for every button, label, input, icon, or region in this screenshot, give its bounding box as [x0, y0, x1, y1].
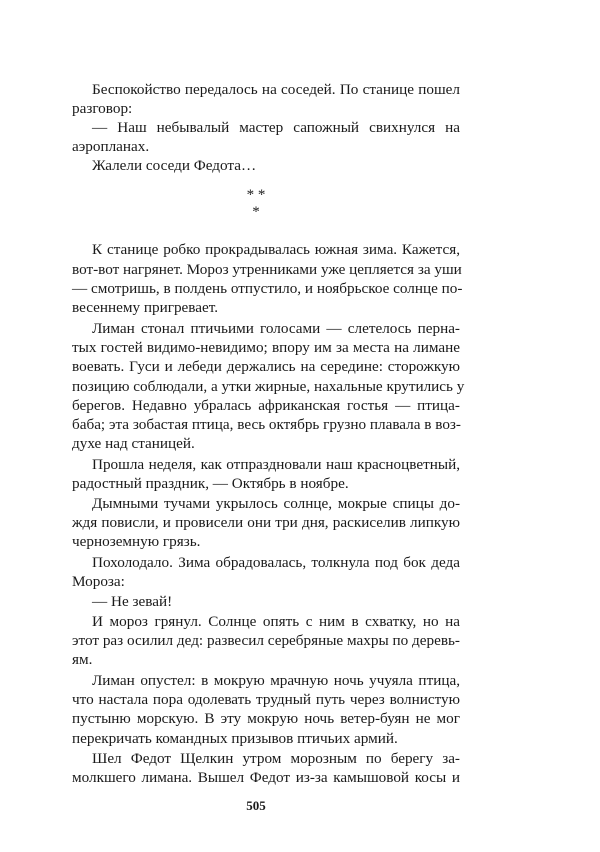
page-number: 505 — [246, 798, 266, 813]
text-line: — Наш небывалый мастер сапожный свихнулся на — [92, 119, 460, 136]
text-line: перекричать командных призывов птичьих армий. — [72, 730, 398, 747]
text-line: духе над станицей. — [72, 435, 195, 452]
text-line: — Не зевай! — [92, 593, 173, 610]
text-line: Шел Федот Щелкин утром морозным по берегу за- — [92, 750, 460, 767]
text-line: Прошла неделя, как отпраздновали наш красноцветный, — [92, 456, 460, 473]
text-line: воевать. Гуси и лебеди держались на середине: сторожкую — [72, 358, 460, 375]
text-line: пустыню морскую. В эту мокрую ночь ветер-буян не мог — [72, 710, 460, 727]
section-separator-star: * — [252, 204, 260, 220]
text-line: Дымными тучами укрылось солнце, мокрые спицы до- — [92, 495, 460, 512]
text-line: Лиман стонал птичьими голосами — слетелось перна- — [92, 320, 460, 337]
text-line: радостный праздник, — Октябрь в ноябре. — [72, 475, 349, 492]
text-line: берегов. Недавно убралась африканская гостья — птица- — [72, 397, 460, 414]
text-line: Жалели соседи Федота… — [92, 157, 257, 174]
text-line: ям. — [72, 651, 93, 668]
text-line: Мороза: — [72, 573, 125, 590]
text-line: Лиман опустел: в мокрую мрачную ночь учуяла птица, — [92, 672, 460, 689]
text-line: весеннему пригревает. — [72, 299, 219, 316]
text-line: разговор: — [72, 100, 133, 117]
text-line: ждя повисли, и провисели они три дня, раскиселив липкую — [72, 514, 460, 531]
text-line: — смотришь, в полдень отпустило, и ноябрьское солнце по- — [72, 280, 463, 297]
text-line: позицию соблюдали, а утки жирные, нахальные крутились у — [72, 378, 465, 395]
text-line: баба; эта зобастая птица, весь октябрь грузно плавала в воз- — [72, 416, 461, 433]
text-line: что настала пора одолевать трудный путь через волнистую — [72, 691, 460, 708]
text-line: Беспокойство передалось на соседей. По станице пошел — [92, 81, 460, 98]
text-line: аэропланах. — [72, 138, 150, 155]
text-line: И мороз грянул. Солнце опять с ним в схватку, но на — [92, 613, 460, 630]
text-line: Похолодало. Зима обрадовалась, толкнула под бок деда — [92, 554, 460, 571]
text-line: тых гостей видимо-невидимо; впору им за места на лимане — [72, 339, 460, 356]
text-line: черноземную грязь. — [72, 533, 201, 550]
text-line: К станице робко прокрадывалась южная зима. Кажется, — [92, 241, 460, 258]
section-separator-stars: * * — [246, 187, 266, 203]
text-line: молкшего лимана. Вышел Федот из-за камышовой косы и — [72, 769, 460, 786]
text-line: вот-вот нагрянет. Мороз утренниками уже цепляется за уши — [72, 261, 462, 278]
text-line: этот раз осилил дед: развесил серебряные махры по деревь- — [72, 632, 460, 649]
